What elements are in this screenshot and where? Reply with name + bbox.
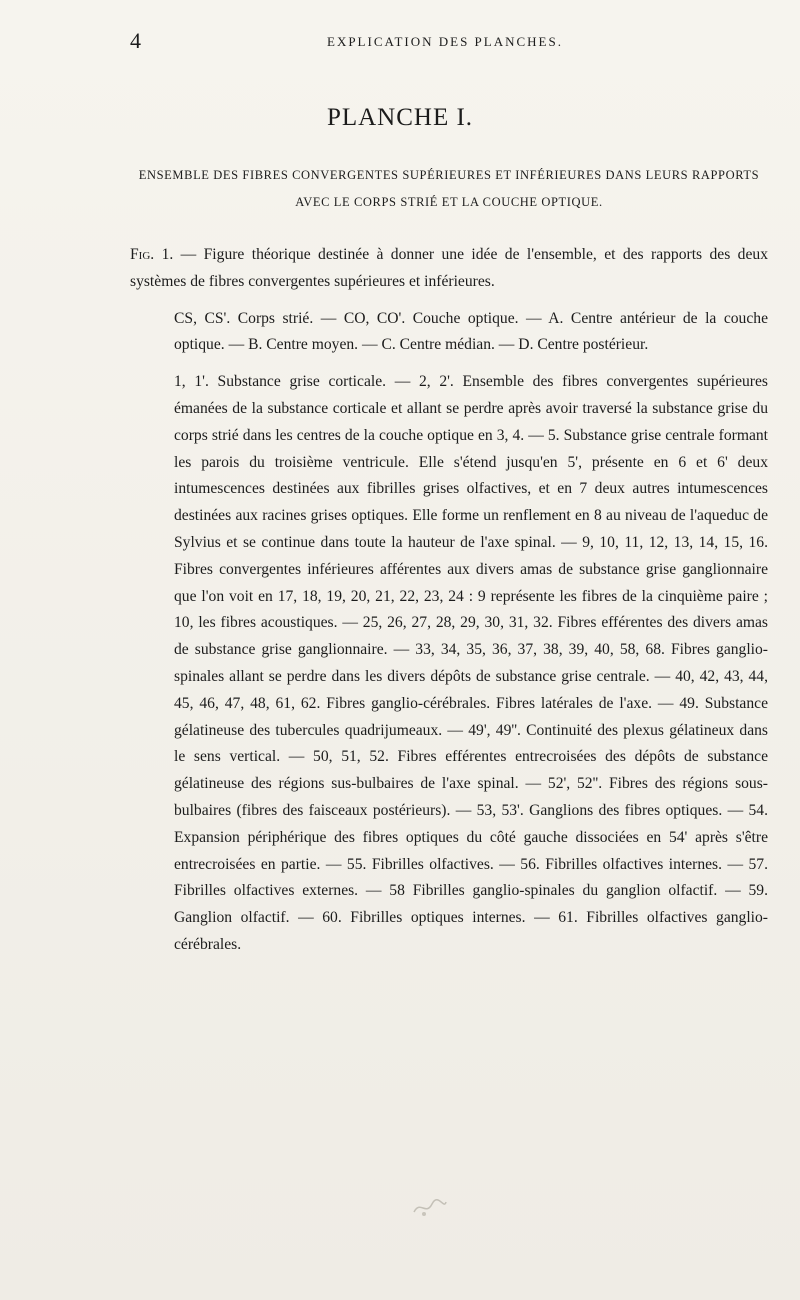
figure-label: Fig. 1. bbox=[130, 246, 174, 263]
page-header bbox=[130, 28, 760, 52]
legend-fibres: 1, 1'. Substance grise corticale. — 2, 2'. Ensemble des fibres convergentes supérieures émanées de la substance corticale et allant se perdre après avoir traversé la substance grise du corps strié dans les centres de la couche optique en 3, 4. — 5. Substance grise centrale formant les parois du troisième ventricule. Elle s'étend jusqu'en 5', présente en 6 et 6' deux intumescences destinées aux fibrilles grises olfactives, et en 7 deux autres intumescences destinées aux racines grises optiques. Elle forme un renflement en 8 au niveau de l'aqueduc de Sylvius et se continue dans toute la hauteur de l'axe spinal. — 9, 10, 11, 12, 13, 14, 15, 16. Fibres convergentes inférieures afférentes aux divers amas de substance grise ganglionnaire que l'on voit en 17, 18, 19, 20, 21, 22, 23, 24 : 9 représente les fibres de la cinquième paire ; 10, les fibres acoustiques. — 25, 26, 27, 28, 29, 30, 31, 32. Fibres efférentes des divers amas de substance grise ganglionnaire. — 33, 34, 35, 36, 37, 38, 39, 40, 58, 68. Fibres ganglio-spinales allant se perdre dans les divers dépôts de substance grise centrale. — 40, 42, 43, 44, 45, 46, 47, 48, 61, 62. Fibres ganglio-cérébrales. Fibres latérales de l'axe. — 49. Substance gélatineuse des tubercules quadrijumeaux. — 49', 49''. Continuité des plexus gélatineux dans le sens vertical. — 50, 51, 52. Fibres efférentes entrecroisées des dépôts de substance gélatineuse des régions sus-bulbaires de l'axe spinal. — 52', 52''. Fibres des régions sous-bulbaires (fibres des faisceaux postérieurs). — 53, 53'. Ganglions des fibres optiques. — 54. Expansion périphérique des fibres optiques du côté gauche dissociées en 54' après s'être entrecroisées en partie. — 55. Fibrilles olfactives. — 56. Fibrilles olfactives internes. — 57. Fibrilles olfactives externes. — 58 Fibrilles ganglio-spinales du ganglion olfactif. — 59. Ganglion olfactif. — 60. Fibrilles optiques internes. — 61. Fibrilles olfactives ganglio-cérébrales. bbox=[174, 373, 768, 953]
page-number: 4 bbox=[130, 28, 141, 53]
legend-centers: CS, CS'. Corps strié. — CO, CO'. Couche optique. — A. Centre antérieur de la couche optique. — B. Centre moyen. — C. Centre médian. — D. Centre postérieur. bbox=[174, 309, 768, 354]
ink-stamp-icon bbox=[410, 1196, 450, 1220]
figure-caption bbox=[130, 242, 768, 296]
plate-title: PLANCHE I. bbox=[326, 104, 474, 131]
plate-explanation bbox=[130, 242, 768, 959]
running-head: EXPLICATION DES PLANCHES. bbox=[327, 34, 563, 49]
plate-subtitle: ENSEMBLE DES FIBRES CONVERGENTES SUPÉRIEURES ET INFÉRIEURES DANS LEURS RAPPORTS AVEC LE CORPS STRIÉ ET LA COUCHE OPTIQUE. bbox=[138, 168, 760, 209]
figure-caption-text: — Figure théorique destinée à donner une idée de l'ensemble, et des rapports des deux systèmes de fibres convergentes supérieures et inférieures. bbox=[130, 246, 768, 290]
